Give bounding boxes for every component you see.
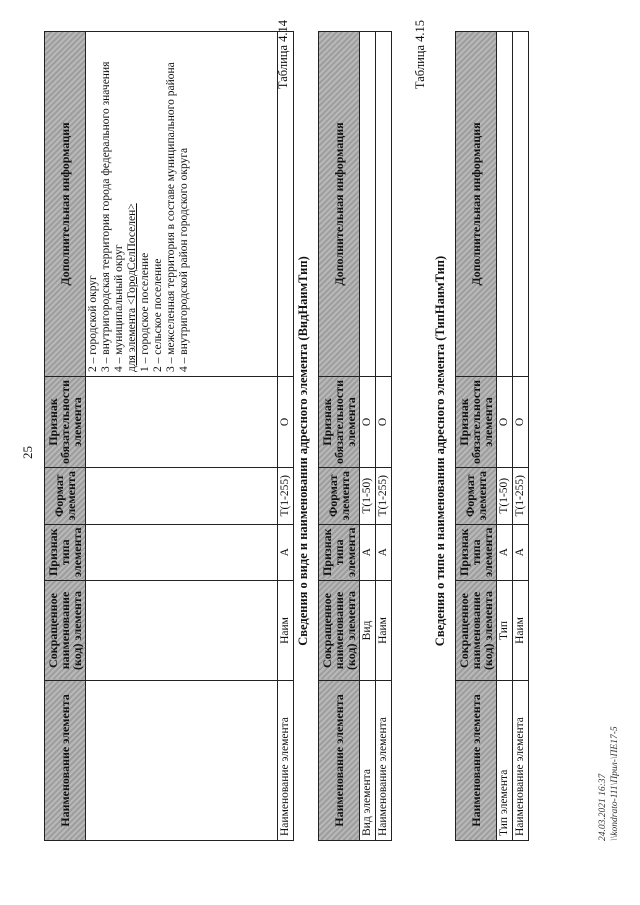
cell-short: Наим — [278, 581, 294, 681]
info-line: 3 – внутригородская территория города федерального значения — [100, 61, 112, 372]
table-row — [376, 31, 392, 840]
cell-name: Наименование элемента — [278, 681, 294, 841]
cell-required: О — [278, 376, 294, 467]
header-info: Дополнительная информация — [45, 31, 86, 376]
cell-short: Наим — [376, 581, 392, 681]
header-name: Наименование элемента — [319, 681, 360, 841]
table-row — [513, 31, 529, 840]
cell-type: А — [278, 524, 294, 580]
header-name: Наименование элемента — [456, 681, 497, 841]
cell-format: T(1-255) — [376, 468, 392, 524]
table-caption: Таблица 4.14 — [276, 20, 290, 90]
table-header-row — [456, 31, 497, 840]
table-address-element-continued — [44, 31, 294, 841]
header-info: Дополнительная информация — [319, 31, 360, 376]
cell-format: T(1-255) — [278, 468, 294, 524]
header-required: Признак обязательности элемента — [456, 376, 497, 467]
header-required: Признак обязательности элемента — [319, 376, 360, 467]
table-caption: Таблица 4.15 — [413, 20, 427, 90]
cell-type: А — [360, 524, 376, 580]
table-row — [360, 31, 376, 840]
cell-short: Вид — [360, 581, 376, 681]
cell-name: Тип элемента — [497, 681, 513, 841]
page-number: 25 — [20, 446, 35, 459]
cell-name: Наименование элемента — [376, 681, 392, 841]
table-header-row — [319, 31, 360, 840]
info-line: 1 – городское поселение — [139, 252, 151, 372]
header-required: Признак обязательности элемента — [45, 376, 86, 467]
cell-required: О — [497, 376, 513, 467]
cell-required: О — [513, 376, 529, 467]
header-short: Сокращенное наименование (код) элемента — [319, 581, 360, 681]
cell-type: А — [497, 524, 513, 580]
table-header-row — [45, 31, 86, 840]
header-format: Формат элемента — [456, 468, 497, 524]
header-type: Признак типа элемента — [456, 524, 497, 580]
cell-short: Наим — [513, 581, 529, 681]
cell-required: О — [376, 376, 392, 467]
print-stamp-path: \\kondrato-111\Прил-\ПЕ17-5 — [610, 726, 620, 841]
info-line: 4 – муниципальный округ — [113, 244, 125, 372]
info-line: для элемента <ГородСелПоселен> — [126, 203, 138, 372]
cell-type: А — [513, 524, 529, 580]
header-short: Сокращенное наименование (код) элемента — [456, 581, 497, 681]
header-format: Формат элемента — [45, 468, 86, 524]
cell-name: Наименование элемента — [513, 681, 529, 841]
info-line: 2 – городской округ — [87, 275, 99, 372]
table-tip-naim — [455, 31, 529, 841]
cell-format: T(1-50) — [360, 468, 376, 524]
table-vid-naim — [318, 31, 392, 841]
info-cell — [86, 31, 278, 376]
cell-short: Тип — [497, 581, 513, 681]
header-type: Признак типа элемента — [45, 524, 86, 580]
cell-type: А — [376, 524, 392, 580]
print-stamp-date: 24.03.2021 16:37 — [598, 773, 608, 841]
cell-name: Вид элемента — [360, 681, 376, 841]
table-row — [278, 31, 294, 840]
header-format: Формат элемента — [319, 468, 360, 524]
table-title: Сведения о типе и наименовании адресного элемента (ТипНаимТип) — [433, 255, 447, 647]
cell-format: T(1-50) — [497, 468, 513, 524]
header-name: Наименование элемента — [45, 681, 86, 841]
header-info: Дополнительная информация — [456, 31, 497, 376]
cell-format: T(1-255) — [513, 468, 529, 524]
info-line: 3 – межселенная территория в составе муниципального района — [165, 62, 177, 372]
table-title: Сведения о виде и наименовании адресного элемента (ВидНаимТип) — [296, 256, 310, 646]
info-line: 2 – сельское поселение — [152, 258, 164, 372]
table-row — [497, 31, 513, 840]
info-line: 4 – внутригородской район городского округа — [178, 147, 190, 372]
header-type: Признак типа элемента — [319, 524, 360, 580]
header-short: Сокращенное наименование (код) элемента — [45, 581, 86, 681]
cell-required: О — [360, 376, 376, 467]
table-row — [86, 31, 278, 840]
